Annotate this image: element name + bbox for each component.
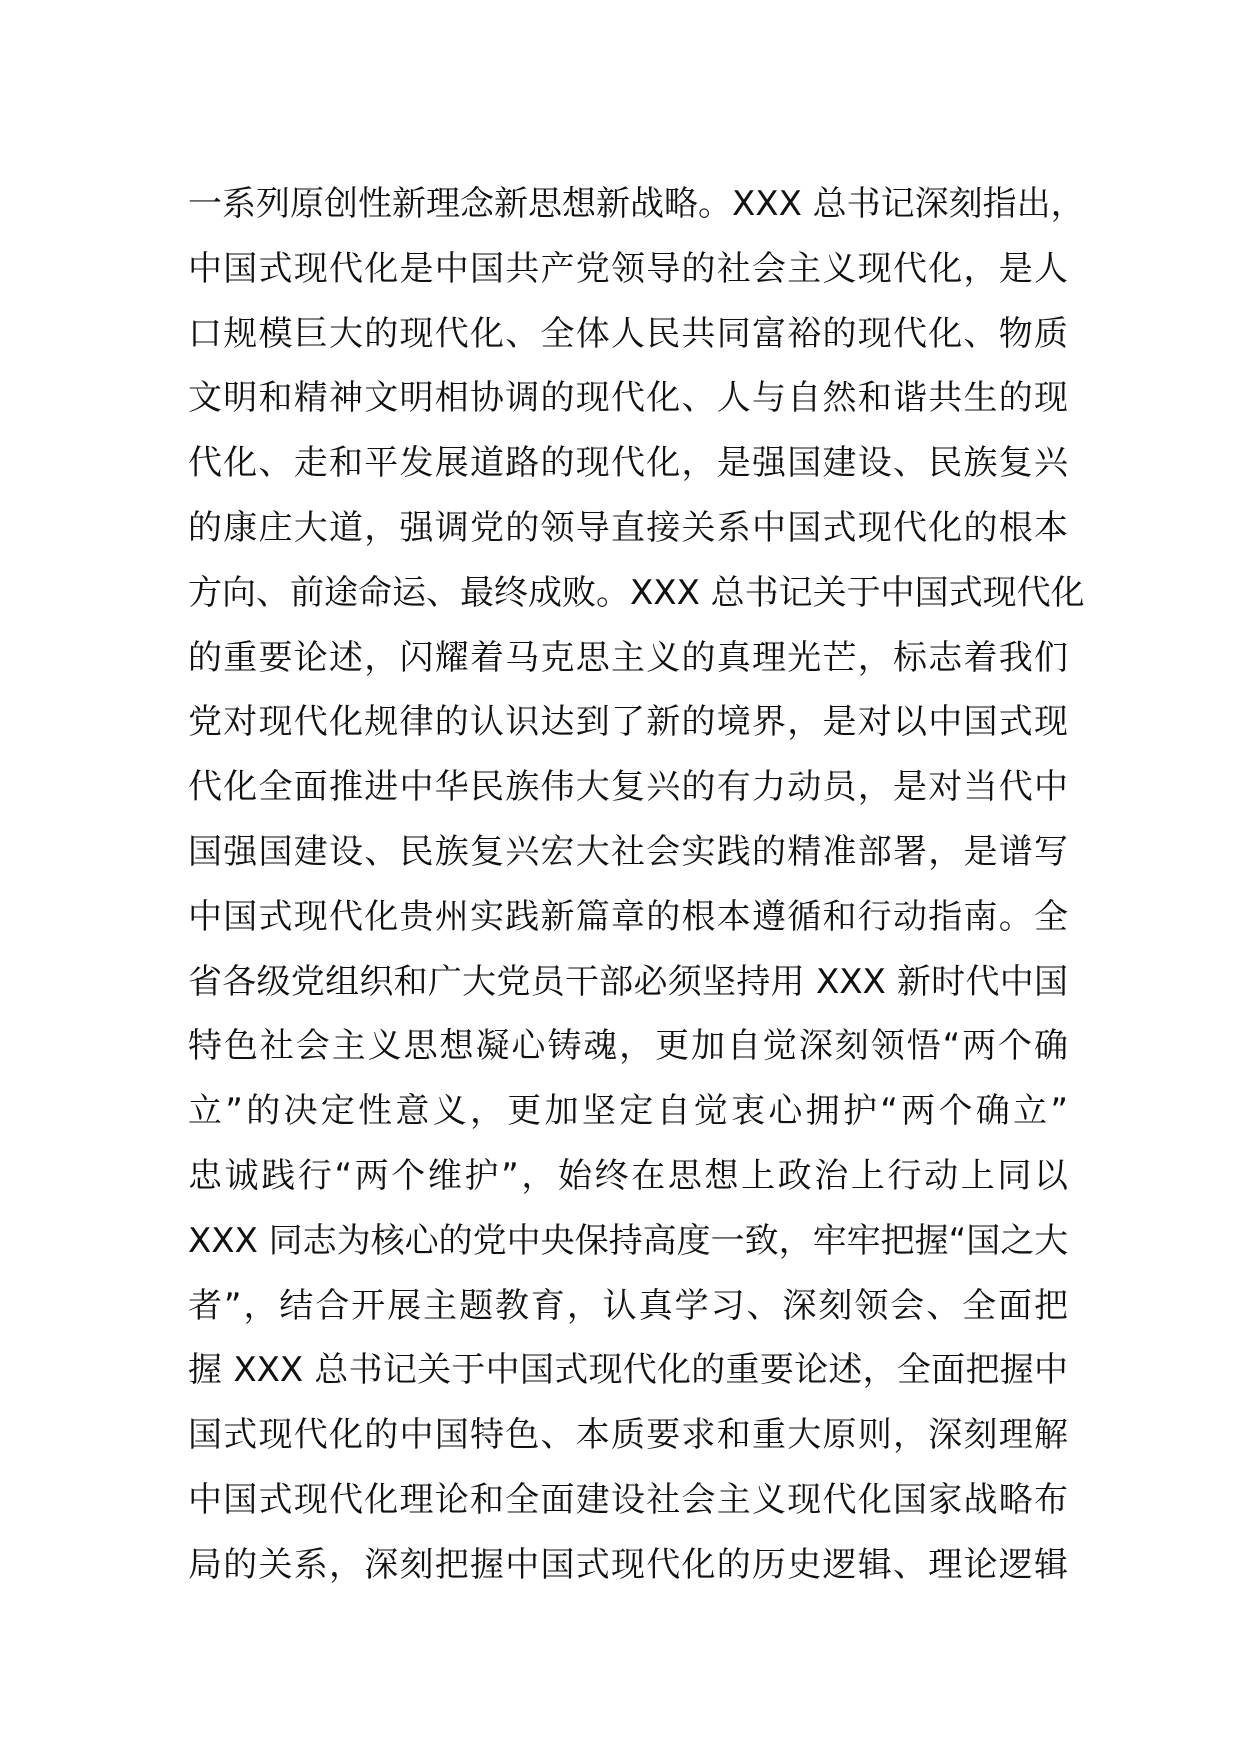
text-line: 特色社会主义思想凝心铸魂，更加自觉深刻领悟“两个确 <box>188 1026 1068 1067</box>
text-line: 中国式现代化贵州实践新篇章的根本遵循和行动指南。全 <box>188 896 1068 937</box>
text-line: 的重要论述，闪耀着马克思主义的真理光芒，标志着我们 <box>188 637 1068 678</box>
text-line: 方向、前途命运、最终成败。XXX 总书记关于中国式现代化 <box>188 572 1085 613</box>
text-line: 口规模巨大的现代化、全体人民共同富裕的现代化、物质 <box>188 313 1068 354</box>
text-line: 的康庄大道，强调党的领导直接关系中国式现代化的根本 <box>188 507 1068 548</box>
text-line: 国强国建设、民族复兴宏大社会实践的精准部署，是谱写 <box>188 831 1068 872</box>
text-line: XXX 同志为核心的党中央保持高度一致，牢牢把握“国之大 <box>188 1220 1069 1261</box>
text-line: 代化、走和平发展道路的现代化，是强国建设、民族复兴 <box>188 443 1068 484</box>
text-line: 立”的决定性意义，更加坚定自觉衷心拥护“两个确立” <box>188 1091 1068 1132</box>
text-line: 省各级党组织和广大党员干部必须坚持用 XXX 新时代中国 <box>188 961 1068 1002</box>
text-line: 中国式现代化理论和全面建设社会主义现代化国家战略布 <box>188 1479 1068 1520</box>
text-line: 一系列原创性新理念新思想新战略。XXX 总书记深刻指出， <box>188 184 1085 224</box>
text-line: 握 XXX 总书记关于中国式现代化的重要论述，全面把握中 <box>188 1350 1068 1391</box>
text-line: 局的关系，深刻把握中国式现代化的历史逻辑、理论逻辑 <box>188 1544 1068 1585</box>
body-paragraph <box>188 172 1085 1598</box>
text-line: 党对现代化规律的认识达到了新的境界，是对以中国式现 <box>188 702 1068 743</box>
text-line: 中国式现代化是中国共产党领导的社会主义现代化，是人 <box>188 248 1068 289</box>
text-line: 文明和精神文明相协调的现代化、人与自然和谐共生的现 <box>188 378 1068 419</box>
text-line: 国式现代化的中国特色、本质要求和重大原则，深刻理解 <box>188 1415 1068 1456</box>
text-line: 忠诚践行“两个维护”，始终在思想上政治上行动上同以 <box>188 1155 1068 1196</box>
text-line: 者”，结合开展主题教育，认真学习、深刻领会、全面把 <box>188 1285 1068 1326</box>
text-line: 代化全面推进中华民族伟大复兴的有力动员，是对当代中 <box>188 767 1068 808</box>
